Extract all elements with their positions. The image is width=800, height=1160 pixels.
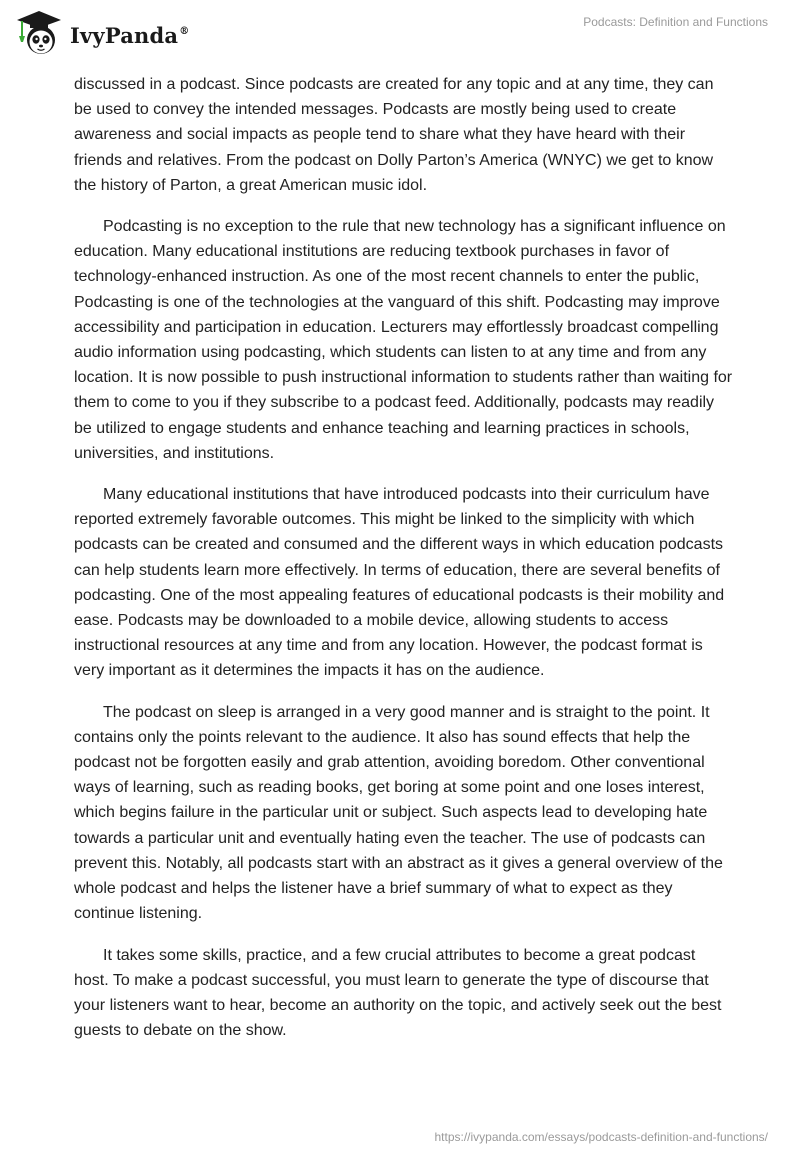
paragraph: The podcast on sleep is arranged in a very good manner and is straight to the point. It contains only the points relevant to the audience. It also has sound effects that help the podcast not be forgotten easily and grab attention, avoiding boredom. Other conventional ways of learning, such as reading books, get boring at some point and one loses interest, which begins failure in the particular unit or subject. Such aspects lead to developing hate towards a particular unit and eventually hating even the teacher. The use of podcasts can prevent this. Notably, all podcasts start with an abstract as it gives a general overview of the whole podcast and helps the listener have a brief summary of what to expect as they continue listening. (74, 703, 723, 923)
document-title: Podcasts: Definition and Functions (583, 15, 768, 29)
paragraph: Podcasting is no exception to the rule that new technology has a significant influence on education. Many educational institutions are reducing textbook purchases in favor of technology-enhanced instruction. As one of the most recent channels to enter the public, Podcasting is one of the technologies at the vanguard of this shift. Podcasting may improve accessibility and participation in education. Lecturers may effortlessly broadcast compelling audio information using podcasting, which students can listen to at any time and from any location. It is now possible to push instructional information to students rather than waiting for them to come to you if they subscribe to a podcast feed. Additionally, podcasts may readily be utilized to engage students and enhance teaching and learning practices in schools, universities, and institutions. (74, 218, 733, 462)
brand-name: IvyPanda® (70, 22, 190, 48)
paragraph: Many educational institutions that have introduced podcasts into their curriculum have reported extremely favorable outcomes. This might be linked to the simplicity with which podcasts can be created and consumed and the different ways in which education podcasts can help students learn more effectively. In terms of education, there are several benefits of podcasting. One of the most appealing features of educational podcasts is their mobility and ease. Podcasts may be downloaded to a mobile device, allowing students to access instructional resources at any time and from any location. However, the podcast format is very important as it determines the impacts it has on the audience. (74, 486, 725, 680)
paragraph: It takes some skills, practice, and a few crucial attributes to become a great podcast host. To make a podcast successful, you must learn to generate the type of discourse that your listeners want to hear, become an authority on the topic, and actively seek out the best guests to debate on the show. (74, 946, 722, 1040)
essay-body (74, 72, 734, 1059)
panda-graduation-cap-icon (14, 8, 64, 58)
registered-mark: ® (179, 25, 190, 37)
source-url[interactable]: https://ivypanda.com/essays/podcasts-definition-and-functions/ (434, 1130, 768, 1144)
page-header (0, 0, 800, 64)
paragraph: discussed in a podcast. Since podcasts are created for any topic and at any time, they can be used to convey the intended messages. Podcasts are mostly being used to create awareness and social impacts as people tend to share what they have heard with their friends and relatives. From the podcast on Dolly Parton’s America (WNYC) we get to know the history of Parton, a great American music idol. (74, 76, 714, 194)
brand-logo[interactable] (14, 8, 189, 58)
